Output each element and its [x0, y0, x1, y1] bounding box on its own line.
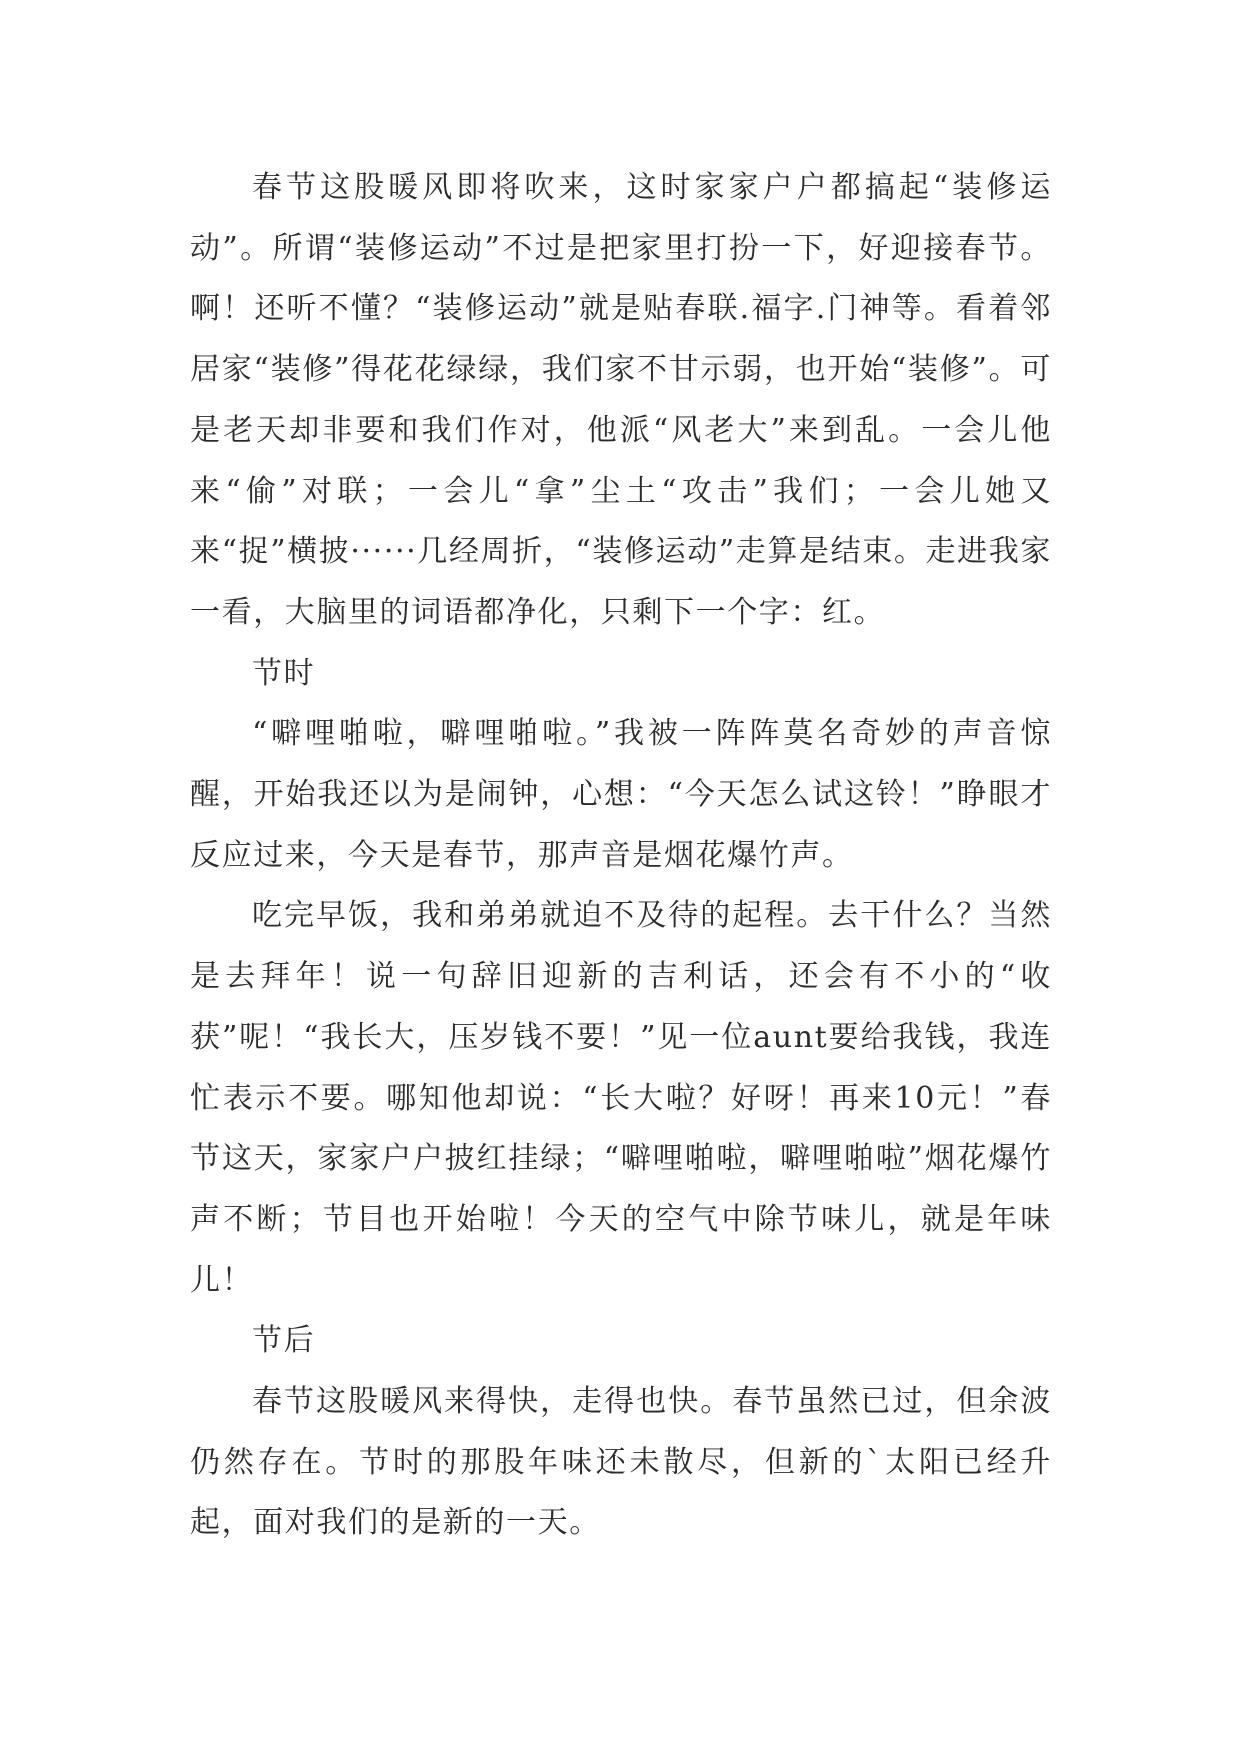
section-heading-after-festival: 节后 [252, 1323, 316, 1359]
paragraph-decoration: 春节这股暖风即将吹来，这时家家户户都搞起“装修运动”。所谓“装修运动”不过是把家里打扮一下，好迎接春节。啊！还听不懂？“装修运动”就是贴春联.福字.门神等。看着邻居家“装修”得花花绿绿，我们家不甘示弱，也开始“装修”。可是老天却非要和我们作对，他派“风老大”来到乱。一会儿他来“偷”对联；一会儿“拿”尘土“攻击”我们；一会儿她又来“捉”横披······几经周折，“装修运动”走算是结束。走进我家一看，大脑里的词语都净化，只剩下一个字：红。 [190, 170, 1052, 630]
paragraph-after-festival: 春节这股暖风来得快，走得也快。春节虽然已过，但余波仍然存在。节时的那股年味还未散尽，但新的`太阳已经升起，面对我们的是新的一天。 [190, 1384, 1052, 1541]
paragraph-new-year-visit: 吃完早饭，我和弟弟就迫不及待的起程。去干什么？当然是去拜年！说一句辞旧迎新的吉利话，还会有不小的“收获”呢！“我长大，压岁钱不要！”见一位aunt要给我钱，我连忙表示不要。哪知他却说：“长大啦？好呀！再来10元！”春节这天，家家户户披红挂绿；“噼哩啪啦，噼哩啪啦”烟花爆竹声不断；节目也开始啦！今天的空气中除节味儿，就是年味儿！ [190, 898, 1052, 1298]
document-body [190, 158, 1052, 1554]
paragraph-firecrackers: “噼哩啪啦，噼哩啪啦。”我被一阵阵莫名奇妙的声音惊醒，开始我还以为是闹钟，心想：“今天怎么试这铃！”睁眼才反应过来，今天是春节，那声音是烟花爆竹声。 [190, 716, 1052, 873]
section-heading-festival-day: 节时 [252, 655, 316, 691]
